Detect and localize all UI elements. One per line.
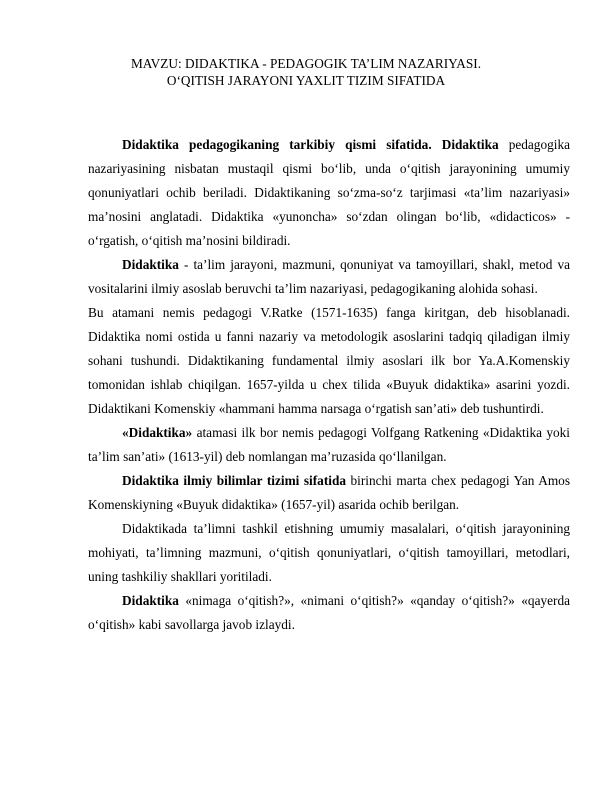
paragraph-7-text: «nimaga o‘qitish?», «nimani o‘qitish?» «qanday o‘qitish?» «qayerda o‘qitish» kabi savollarga javob izlaydi.: [88, 593, 570, 632]
paragraph-5-bold: Didaktika ilmiy bilimlar tizimi sifatida: [122, 473, 346, 488]
title-line-2: O‘QITISH JARAYONI YAXLIT TIZIM SIFATIDA: [166, 72, 446, 88]
title-line-1: MAVZU: DIDAKTIKA - PEDAGOGIK TA’LIM NAZARIYASI.: [130, 56, 482, 71]
paragraph-6-text: Didaktikada ta’limni tashkil etishning umumiy masalalari, o‘qitish jarayonining mohiyati, ta’limning mazmuni, o‘qitish qonuniyatlari, o‘qitish tamoyillari, metodlari, uning tashkiliy shakllari yoritiladi.: [88, 521, 570, 584]
paragraph-2-text: - ta’lim jarayoni, mazmuni, qonuniyat va tamoyillari, shakl, metod va vositalarini ilmiy asoslab beruvchi ta’lim nazariyasi, pedagogikaning alohida sohasi.: [88, 257, 570, 296]
paragraph-7-bold: Didaktika: [122, 593, 179, 608]
paragraph-4: [88, 421, 570, 469]
paragraph-3: [88, 301, 570, 421]
paragraph-1-bold: Didaktika pedagogikaning tarkibiy qismi sifatida. Didaktika: [122, 137, 499, 152]
paragraph-4-text: atamasi ilk bor nemis pedagogi Volfgang Ratkening «Didaktika yoki ta’lim san’ati» (1613-yil) deb nomlangan ma’ruzasida qo‘llanilgan.: [88, 425, 570, 464]
paragraph-6: [88, 517, 570, 589]
paragraph-1: [88, 133, 570, 253]
paragraph-7: [88, 589, 570, 637]
paragraph-2: [88, 253, 570, 301]
paragraph-2-bold: Didaktika: [122, 257, 179, 272]
paragraph-1-text: pedagogika nazariyasining nisbatan mustaqil qismi bo‘lib, unda o‘qitish jarayonining umumiy qonuniyatlari ochib beriladi. Didaktikaning so‘zma-so‘z tarjimasi «ta’lim nazariyasi» ma’nosini anglatadi. Didaktika «yunoncha» so‘zdan olingan bo‘lib, «didacticos» - o‘rgatish, o‘qitish ma’nosini bildiradi.: [88, 137, 570, 248]
document-body: [88, 133, 570, 637]
paragraph-5: [88, 469, 570, 517]
paragraph-3-text: Bu atamani nemis pedagogi V.Ratke (1571-1635) fanga kiritgan, deb hisoblanadi. Didaktika nomi ostida u fanni nazariy va metodologik asoslarini tadqiq qiladigan ilmiy sohani tushundi. Didaktikaning fundamental ilmiy asoslari ilk bor Ya.A.Komenskiy tomonidan ishlab chiqilgan. 1657-yilda u chex tilida «Buyuk didaktika» asarini yozdi. Didaktikani Komenskiy «hammani hamma narsaga o‘rgatish san’ati» deb tushuntirdi.: [88, 305, 570, 416]
paragraph-5-text: birinchi marta chex pedagogi Yan Amos Komenskiyning «Buyuk didaktika» (1657-yil) asarida ochib berilgan.: [88, 473, 570, 512]
paragraph-4-bold: «Didaktika»: [122, 425, 193, 440]
page-title: [90, 56, 522, 89]
